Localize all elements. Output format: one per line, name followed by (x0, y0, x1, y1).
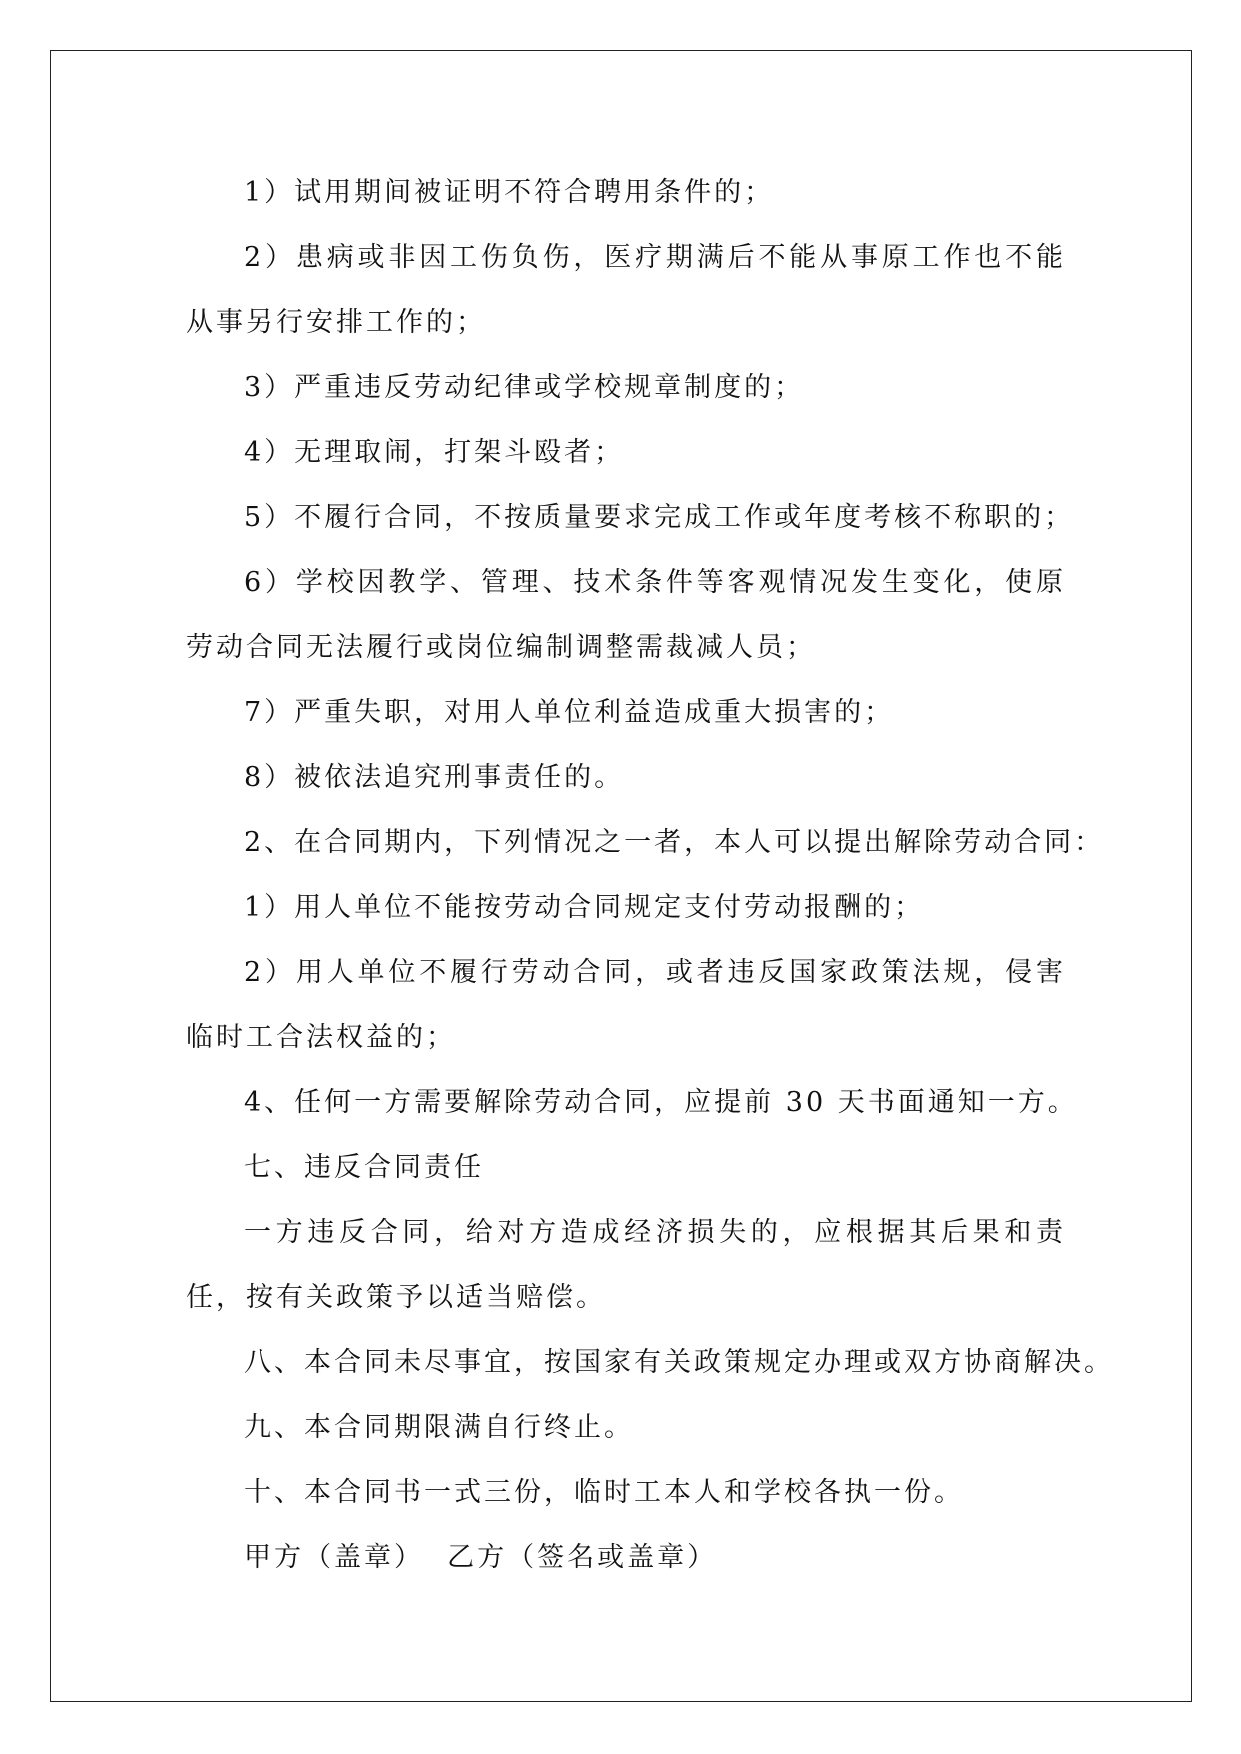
section-notice-period: 4、任何一方需要解除劳动合同，应提前 30 天书面通知一方。 (244, 1087, 1078, 1118)
clause-breach-compensation: 一方违反合同，给对方造成经济损失的，应根据其后果和责任，按有关政策予以适当赔偿。 (186, 1217, 1066, 1313)
clause-termination-4: 4）无理取闹，打架斗殴者； (244, 437, 625, 468)
clause-employee-1: 1）用人单位不能按劳动合同规定支付劳动报酬的； (244, 892, 925, 923)
heading-breach-liability: 七、违反合同责任 (244, 1152, 484, 1183)
clause-termination-6: 6）学校因教学、管理、技术条件等客观情况发生变化，使原劳动合同无法履行或岗位编制调整需裁减人员； (186, 567, 1066, 663)
clause-termination-3: 3）严重违反劳动纪律或学校规章制度的； (244, 372, 805, 403)
clause-termination-2: 2）患病或非因工伤负伤，医疗期满后不能从事原工作也不能从事另行安排工作的； (186, 242, 1066, 338)
clause-termination-5: 5）不履行合同，不按质量要求完成工作或年度考核不称职的； (244, 502, 1075, 533)
clause-unresolved-matters: 八、本合同未尽事宜，按国家有关政策规定办理或双方协商解决。 (244, 1347, 1114, 1378)
clause-employee-2: 2）用人单位不履行劳动合同，或者违反国家政策法规，侵害临时工合法权益的； (186, 957, 1066, 1053)
clause-termination-8: 8）被依法追究刑事责任的。 (244, 762, 625, 793)
clause-expiry: 九、本合同期限满自行终止。 (244, 1412, 634, 1443)
signature-line: 甲方（盖章） 乙方（签名或盖章） (244, 1542, 718, 1573)
clause-termination-7: 7）严重失职，对用人单位利益造成重大损害的； (244, 697, 895, 728)
document-body (186, 160, 1114, 1590)
clause-termination-1: 1）试用期间被证明不符合聘用条件的； (244, 177, 775, 208)
clause-copies: 十、本合同书一式三份，临时工本人和学校各执一份。 (244, 1477, 964, 1508)
section-employee-termination: 2、在合同期内，下列情况之一者，本人可以提出解除劳动合同： (244, 827, 1105, 858)
